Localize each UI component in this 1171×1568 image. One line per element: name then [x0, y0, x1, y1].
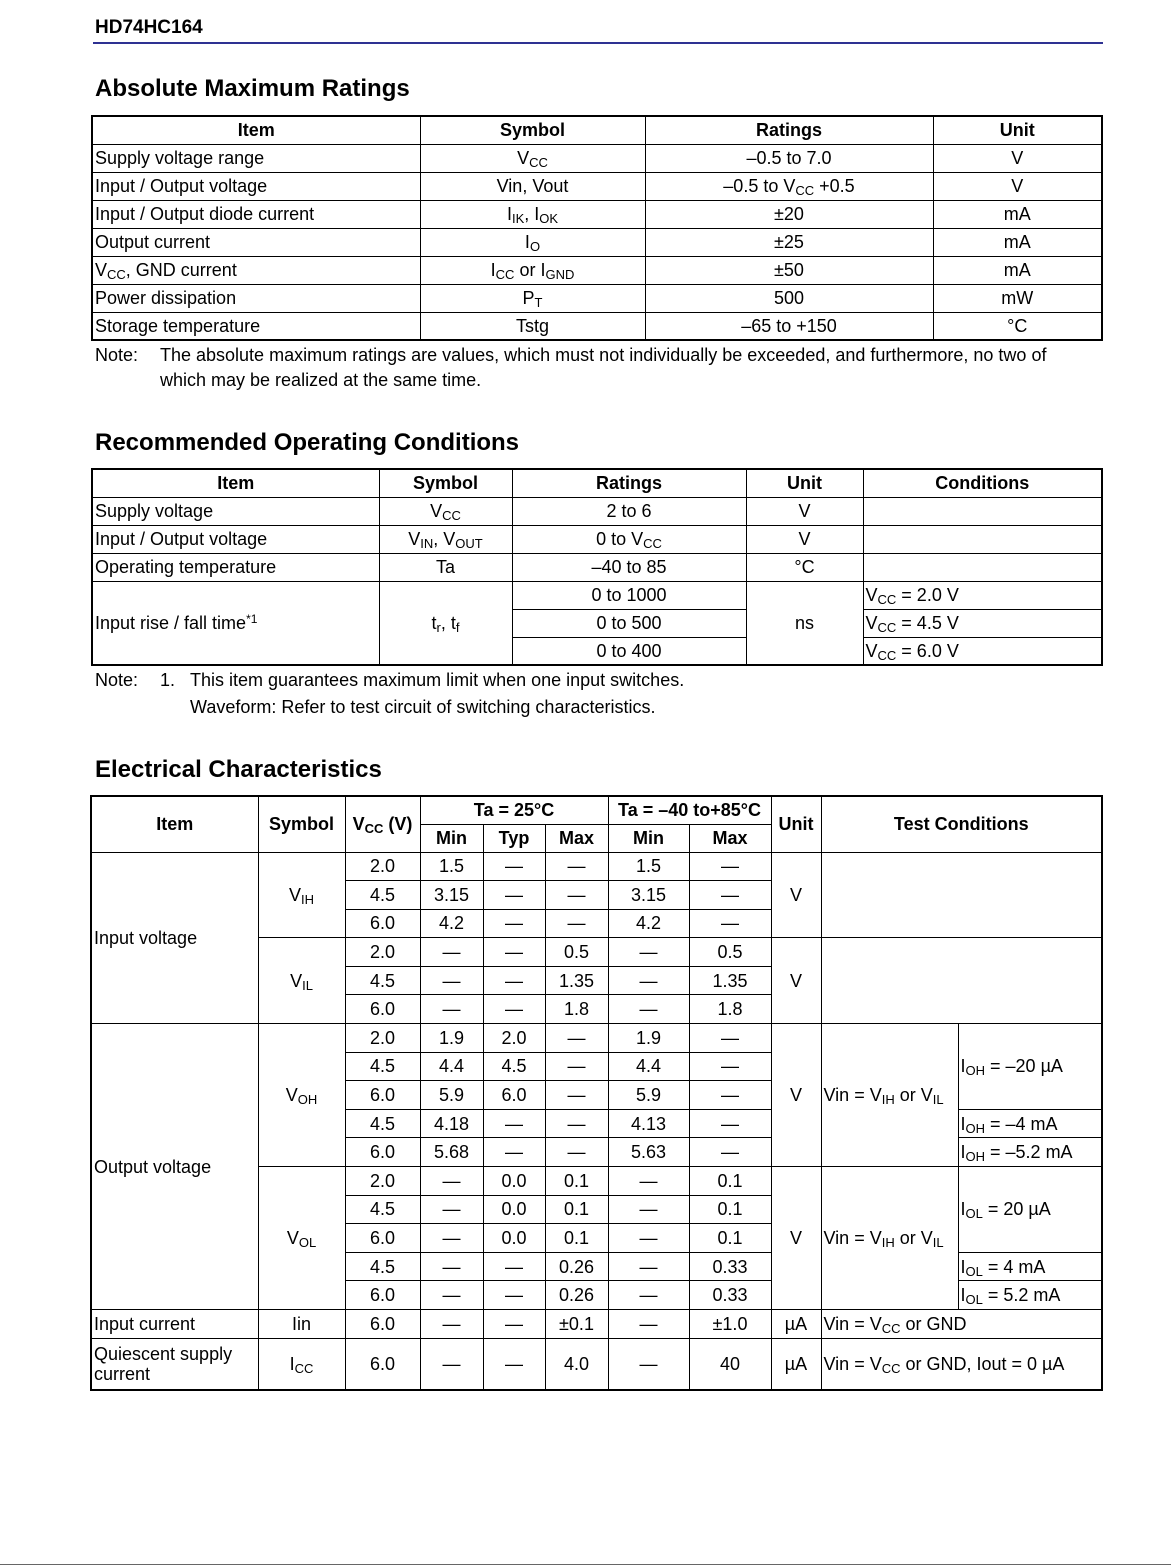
unit-cell: V: [771, 1167, 821, 1310]
max-cell: 0.26: [545, 1252, 608, 1281]
max-cell: —: [545, 1138, 608, 1167]
min-ext-cell: 3.15: [608, 881, 689, 910]
min-cell: 5.68: [420, 1138, 483, 1167]
current-condition-cell: $I_{OL} = 4$ mA: [958, 1252, 1102, 1281]
typ-cell: —: [483, 938, 545, 967]
min-cell: 1.9: [420, 1024, 483, 1053]
typ-cell: —: [483, 995, 545, 1024]
symbol-cell: $V_{IL}$: [258, 938, 345, 1024]
typ-cell: 0.0: [483, 1195, 545, 1224]
min-ext-cell: —: [608, 1195, 689, 1224]
recommended-operating-conditions-table: [91, 468, 1103, 666]
note-number: 1.: [160, 670, 176, 690]
max-ext-cell: 1.8: [689, 995, 771, 1024]
ratings-cell: –0.5 to $V_{CC} +0.5$: [645, 172, 933, 200]
max-ext-cell: —: [689, 881, 771, 910]
typ-cell: 0.0: [483, 1167, 545, 1196]
symbol-cell: $I_{CC}$ or $I_{GND}$: [420, 256, 645, 284]
column-header: Ratings: [512, 469, 746, 497]
column-header: Symbol: [420, 116, 645, 144]
max-ext-cell: —: [689, 1109, 771, 1138]
max-ext-cell: —: [689, 852, 771, 881]
page-bottom-rule: [0, 1564, 1171, 1565]
min-ext-cell: 4.4: [608, 1052, 689, 1081]
ratings-cell: 0 to 500: [512, 609, 746, 637]
table-row: [92, 525, 1102, 553]
ratings-cell: 0 to 400: [512, 637, 746, 665]
typ-cell: —: [483, 1109, 545, 1138]
symbol-cell: $I_{CC}$: [258, 1338, 345, 1390]
vcc-cell: 2.0: [345, 1167, 420, 1196]
typ-cell: —: [483, 909, 545, 938]
item-cell: Supply voltage: [92, 497, 379, 525]
symbol-cell: $I_{IK}$, $I_{OK}$: [420, 200, 645, 228]
current-condition-cell: $I_{OL} = 20$ µA: [958, 1167, 1102, 1253]
min-ext-cell: —: [608, 966, 689, 995]
unit-cell: V: [771, 938, 821, 1024]
item-cell: Input voltage: [91, 852, 258, 1024]
min-cell: 4.4: [420, 1052, 483, 1081]
symbol-cell: $V_{OH}$: [258, 1024, 345, 1167]
symbol-cell: $I_O$: [420, 228, 645, 256]
max-ext-cell: 0.33: [689, 1252, 771, 1281]
unit-cell: V: [771, 852, 821, 938]
unit-cell: °C: [746, 553, 863, 581]
unit-cell: µA: [771, 1338, 821, 1390]
current-condition-cell: $I_{OH} = -4$ mA: [958, 1109, 1102, 1138]
max-ext-cell: 0.33: [689, 1281, 771, 1310]
table-row: [91, 1024, 1102, 1053]
max-ext-cell: —: [689, 909, 771, 938]
vcc-cell: 6.0: [345, 1310, 420, 1339]
column-header: Item: [92, 469, 379, 497]
column-header-sub: Max: [689, 824, 771, 852]
column-header-symbol: Symbol: [258, 796, 345, 852]
ratings-cell: 0 to 1000: [512, 581, 746, 609]
symbol-cell: Ta: [379, 553, 512, 581]
typ-cell: —: [483, 1252, 545, 1281]
note-text: The absolute maximum ratings are values, which must not individually be exceeded, and furthermore, no two of: [160, 345, 1047, 365]
symbol-cell: $V_{CC}$: [379, 497, 512, 525]
symbol-cell: $V_{CC}$: [420, 144, 645, 172]
column-header-item: Item: [91, 796, 258, 852]
table-row: [92, 553, 1102, 581]
max-cell: —: [545, 881, 608, 910]
symbol-cell: Tstg: [420, 312, 645, 340]
vcc-cell: 4.5: [345, 1252, 420, 1281]
conditions-cell: [863, 553, 1102, 581]
typ-cell: —: [483, 1281, 545, 1310]
table-row: [91, 1338, 1102, 1390]
vcc-cell: 6.0: [345, 1224, 420, 1253]
unit-cell: V: [746, 497, 863, 525]
max-cell: —: [545, 1024, 608, 1053]
min-ext-cell: —: [608, 1252, 689, 1281]
min-ext-cell: 1.5: [608, 852, 689, 881]
table-row: [91, 852, 1102, 881]
min-cell: 1.5: [420, 852, 483, 881]
min-cell: —: [420, 1224, 483, 1253]
amr-title: Absolute Maximum Ratings: [95, 75, 410, 102]
vcc-cell: 6.0: [345, 909, 420, 938]
min-ext-cell: 4.2: [608, 909, 689, 938]
absolute-maximum-ratings-table: [91, 115, 1103, 341]
vcc-cell: 4.5: [345, 1195, 420, 1224]
max-ext-cell: ±1.0: [689, 1310, 771, 1339]
item-cell: Storage temperature: [92, 312, 420, 340]
column-header-ta25: Ta = 25°C: [420, 796, 608, 824]
column-header: Unit: [933, 116, 1102, 144]
max-cell: ±0.1: [545, 1310, 608, 1339]
ratings-cell: 0 to $V_{CC}$: [512, 525, 746, 553]
note-line-1: This item guarantees maximum limit when one input switches.: [190, 670, 685, 690]
min-ext-cell: —: [608, 1310, 689, 1339]
item-cell: Supply voltage range: [92, 144, 420, 172]
min-cell: —: [420, 995, 483, 1024]
item-cell: Quiescent supply current: [91, 1338, 258, 1390]
vcc-cell: 4.5: [345, 966, 420, 995]
table-row: [92, 228, 1102, 256]
max-ext-cell: 0.5: [689, 938, 771, 967]
max-cell: 0.1: [545, 1167, 608, 1196]
conditions-cell: [821, 938, 1102, 1024]
conditions-cell: [821, 852, 1102, 938]
max-ext-cell: 0.1: [689, 1167, 771, 1196]
typ-cell: 6.0: [483, 1081, 545, 1110]
max-cell: 4.0: [545, 1338, 608, 1390]
current-condition-cell: $I_{OH} = -5.2$ mA: [958, 1138, 1102, 1167]
column-header: Symbol: [379, 469, 512, 497]
column-header-taext: Ta = –40 to+85°C: [608, 796, 771, 824]
column-header: Ratings: [645, 116, 933, 144]
max-ext-cell: —: [689, 1024, 771, 1053]
max-cell: 0.26: [545, 1281, 608, 1310]
max-cell: 1.8: [545, 995, 608, 1024]
item-cell: Input / Output voltage: [92, 172, 420, 200]
unit-cell: mA: [933, 200, 1102, 228]
min-cell: 4.18: [420, 1109, 483, 1138]
symbol-cell: Vin, Vout: [420, 172, 645, 200]
item-cell: Input current: [91, 1310, 258, 1339]
item-cell: Operating temperature: [92, 553, 379, 581]
column-header: Unit: [746, 469, 863, 497]
typ-cell: —: [483, 1310, 545, 1339]
current-condition-cell: $I_{OL} = 5.2$ mA: [958, 1281, 1102, 1310]
column-header-vcc: $V_{CC}$ (V): [345, 796, 420, 852]
max-cell: —: [545, 909, 608, 938]
electrical-characteristics-table: [90, 795, 1103, 1391]
conditions-cell: Vin = $V_{CC}$ or GND: [821, 1310, 1102, 1339]
table-row: [91, 1310, 1102, 1339]
conditions-cell: $V_{CC} = 2.0$ V: [863, 581, 1102, 609]
max-cell: 0.1: [545, 1195, 608, 1224]
column-header-sub: Min: [608, 824, 689, 852]
min-cell: —: [420, 1338, 483, 1390]
typ-cell: —: [483, 1138, 545, 1167]
max-cell: —: [545, 1081, 608, 1110]
unit-cell: V: [771, 1024, 821, 1167]
max-ext-cell: —: [689, 1138, 771, 1167]
typ-cell: —: [483, 1338, 545, 1390]
roc-note: [95, 668, 1095, 722]
table-row: [92, 172, 1102, 200]
min-ext-cell: 4.13: [608, 1109, 689, 1138]
item-cell: Power dissipation: [92, 284, 420, 312]
note-label: Note:: [95, 345, 139, 365]
symbol-cell: $V_{OL}$: [258, 1167, 345, 1310]
vcc-cell: 2.0: [345, 1024, 420, 1053]
header-rule: [93, 42, 1103, 44]
typ-cell: —: [483, 852, 545, 881]
symbol-cell: $V_{IH}$: [258, 852, 345, 938]
min-cell: —: [420, 966, 483, 995]
column-header-conditions: Test Conditions: [821, 796, 1102, 852]
max-ext-cell: 0.1: [689, 1224, 771, 1253]
ratings-cell: ±50: [645, 256, 933, 284]
note-label: Note:: [95, 670, 139, 690]
min-cell: —: [420, 1167, 483, 1196]
unit-cell: µA: [771, 1310, 821, 1339]
item-cell: Input / Output diode current: [92, 200, 420, 228]
max-cell: —: [545, 852, 608, 881]
vcc-cell: 6.0: [345, 1081, 420, 1110]
ratings-cell: 2 to 6: [512, 497, 746, 525]
vcc-cell: 6.0: [345, 995, 420, 1024]
item-cell: Input rise / fall time$^{*1}$: [92, 581, 379, 665]
unit-cell: °C: [933, 312, 1102, 340]
item-cell: Input / Output voltage: [92, 525, 379, 553]
conditions-cell: Vin = $V_{IH}$ or $V_{IL}$: [821, 1167, 958, 1310]
min-ext-cell: —: [608, 1224, 689, 1253]
conditions-cell: Vin = $V_{IH}$ or $V_{IL}$: [821, 1024, 958, 1167]
unit-cell: mA: [933, 228, 1102, 256]
unit-cell: V: [933, 144, 1102, 172]
symbol-cell: $P_T$: [420, 284, 645, 312]
vcc-cell: 4.5: [345, 1052, 420, 1081]
note-text-2: which may be realized at the same time.: [160, 370, 482, 390]
typ-cell: 0.0: [483, 1224, 545, 1253]
table-row: [92, 256, 1102, 284]
min-ext-cell: —: [608, 995, 689, 1024]
min-cell: 5.9: [420, 1081, 483, 1110]
item-cell: Output current: [92, 228, 420, 256]
table-row: [92, 200, 1102, 228]
column-header-sub: Min: [420, 824, 483, 852]
table-row: [92, 312, 1102, 340]
typ-cell: —: [483, 966, 545, 995]
note-line-2: Waveform: Refer to test circuit of switching characteristics.: [190, 697, 656, 717]
unit-cell: ns: [746, 581, 863, 665]
ratings-cell: ±20: [645, 200, 933, 228]
amr-note: [95, 343, 1095, 395]
typ-cell: —: [483, 881, 545, 910]
max-ext-cell: —: [689, 1052, 771, 1081]
ratings-cell: 500: [645, 284, 933, 312]
min-ext-cell: 5.9: [608, 1081, 689, 1110]
item-cell: Output voltage: [91, 1024, 258, 1310]
unit-cell: V: [746, 525, 863, 553]
min-ext-cell: —: [608, 1167, 689, 1196]
symbol-cell: Iin: [258, 1310, 345, 1339]
vcc-cell: 4.5: [345, 1109, 420, 1138]
table-row: [92, 144, 1102, 172]
min-cell: 3.15: [420, 881, 483, 910]
item-cell: $V_{CC}$, GND current: [92, 256, 420, 284]
ratings-cell: –40 to 85: [512, 553, 746, 581]
roc-title: Recommended Operating Conditions: [95, 429, 520, 456]
ratings-cell: –0.5 to 7.0: [645, 144, 933, 172]
max-ext-cell: —: [689, 1081, 771, 1110]
conditions-cell: $V_{CC} = 4.5$ V: [863, 609, 1102, 637]
max-ext-cell: 0.1: [689, 1195, 771, 1224]
min-cell: —: [420, 1310, 483, 1339]
column-header-unit: Unit: [771, 796, 821, 852]
max-ext-cell: 40: [689, 1338, 771, 1390]
min-ext-cell: —: [608, 1281, 689, 1310]
symbol-cell: $t_r$, $t_f$: [379, 581, 512, 665]
min-cell: —: [420, 1252, 483, 1281]
column-header-sub: Max: [545, 824, 608, 852]
min-cell: —: [420, 1281, 483, 1310]
min-ext-cell: —: [608, 1338, 689, 1390]
unit-cell: V: [933, 172, 1102, 200]
part-number-header: HD74HC164: [95, 17, 203, 38]
min-ext-cell: —: [608, 938, 689, 967]
vcc-cell: 6.0: [345, 1338, 420, 1390]
column-header: Item: [92, 116, 420, 144]
ratings-cell: –65 to +150: [645, 312, 933, 340]
symbol-cell: $V_{IN}$, $V_{OUT}$: [379, 525, 512, 553]
ratings-cell: ±25: [645, 228, 933, 256]
ec-title: Electrical Characteristics: [95, 756, 382, 783]
vcc-cell: 2.0: [345, 938, 420, 967]
conditions-cell: [863, 497, 1102, 525]
max-cell: 0.1: [545, 1224, 608, 1253]
table-row: [92, 284, 1102, 312]
typ-cell: 4.5: [483, 1052, 545, 1081]
min-cell: —: [420, 938, 483, 967]
max-cell: —: [545, 1109, 608, 1138]
vcc-cell: 4.5: [345, 881, 420, 910]
column-header-sub: Typ: [483, 824, 545, 852]
conditions-cell: Vin = $V_{CC}$ or GND, Iout = 0 µA: [821, 1338, 1102, 1390]
max-cell: —: [545, 1052, 608, 1081]
vcc-cell: 2.0: [345, 852, 420, 881]
max-ext-cell: 1.35: [689, 966, 771, 995]
table-row: [92, 581, 1102, 609]
typ-cell: 2.0: [483, 1024, 545, 1053]
conditions-cell: $V_{CC} = 6.0$ V: [863, 637, 1102, 665]
vcc-cell: 6.0: [345, 1281, 420, 1310]
min-cell: —: [420, 1195, 483, 1224]
vcc-cell: 6.0: [345, 1138, 420, 1167]
min-ext-cell: 5.63: [608, 1138, 689, 1167]
table-row: [92, 497, 1102, 525]
max-cell: 0.5: [545, 938, 608, 967]
min-ext-cell: 1.9: [608, 1024, 689, 1053]
conditions-cell: [863, 525, 1102, 553]
column-header: Conditions: [863, 469, 1102, 497]
unit-cell: mW: [933, 284, 1102, 312]
max-cell: 1.35: [545, 966, 608, 995]
min-cell: 4.2: [420, 909, 483, 938]
unit-cell: mA: [933, 256, 1102, 284]
current-condition-cell: $I_{OH} = -20$ µA: [958, 1024, 1102, 1110]
